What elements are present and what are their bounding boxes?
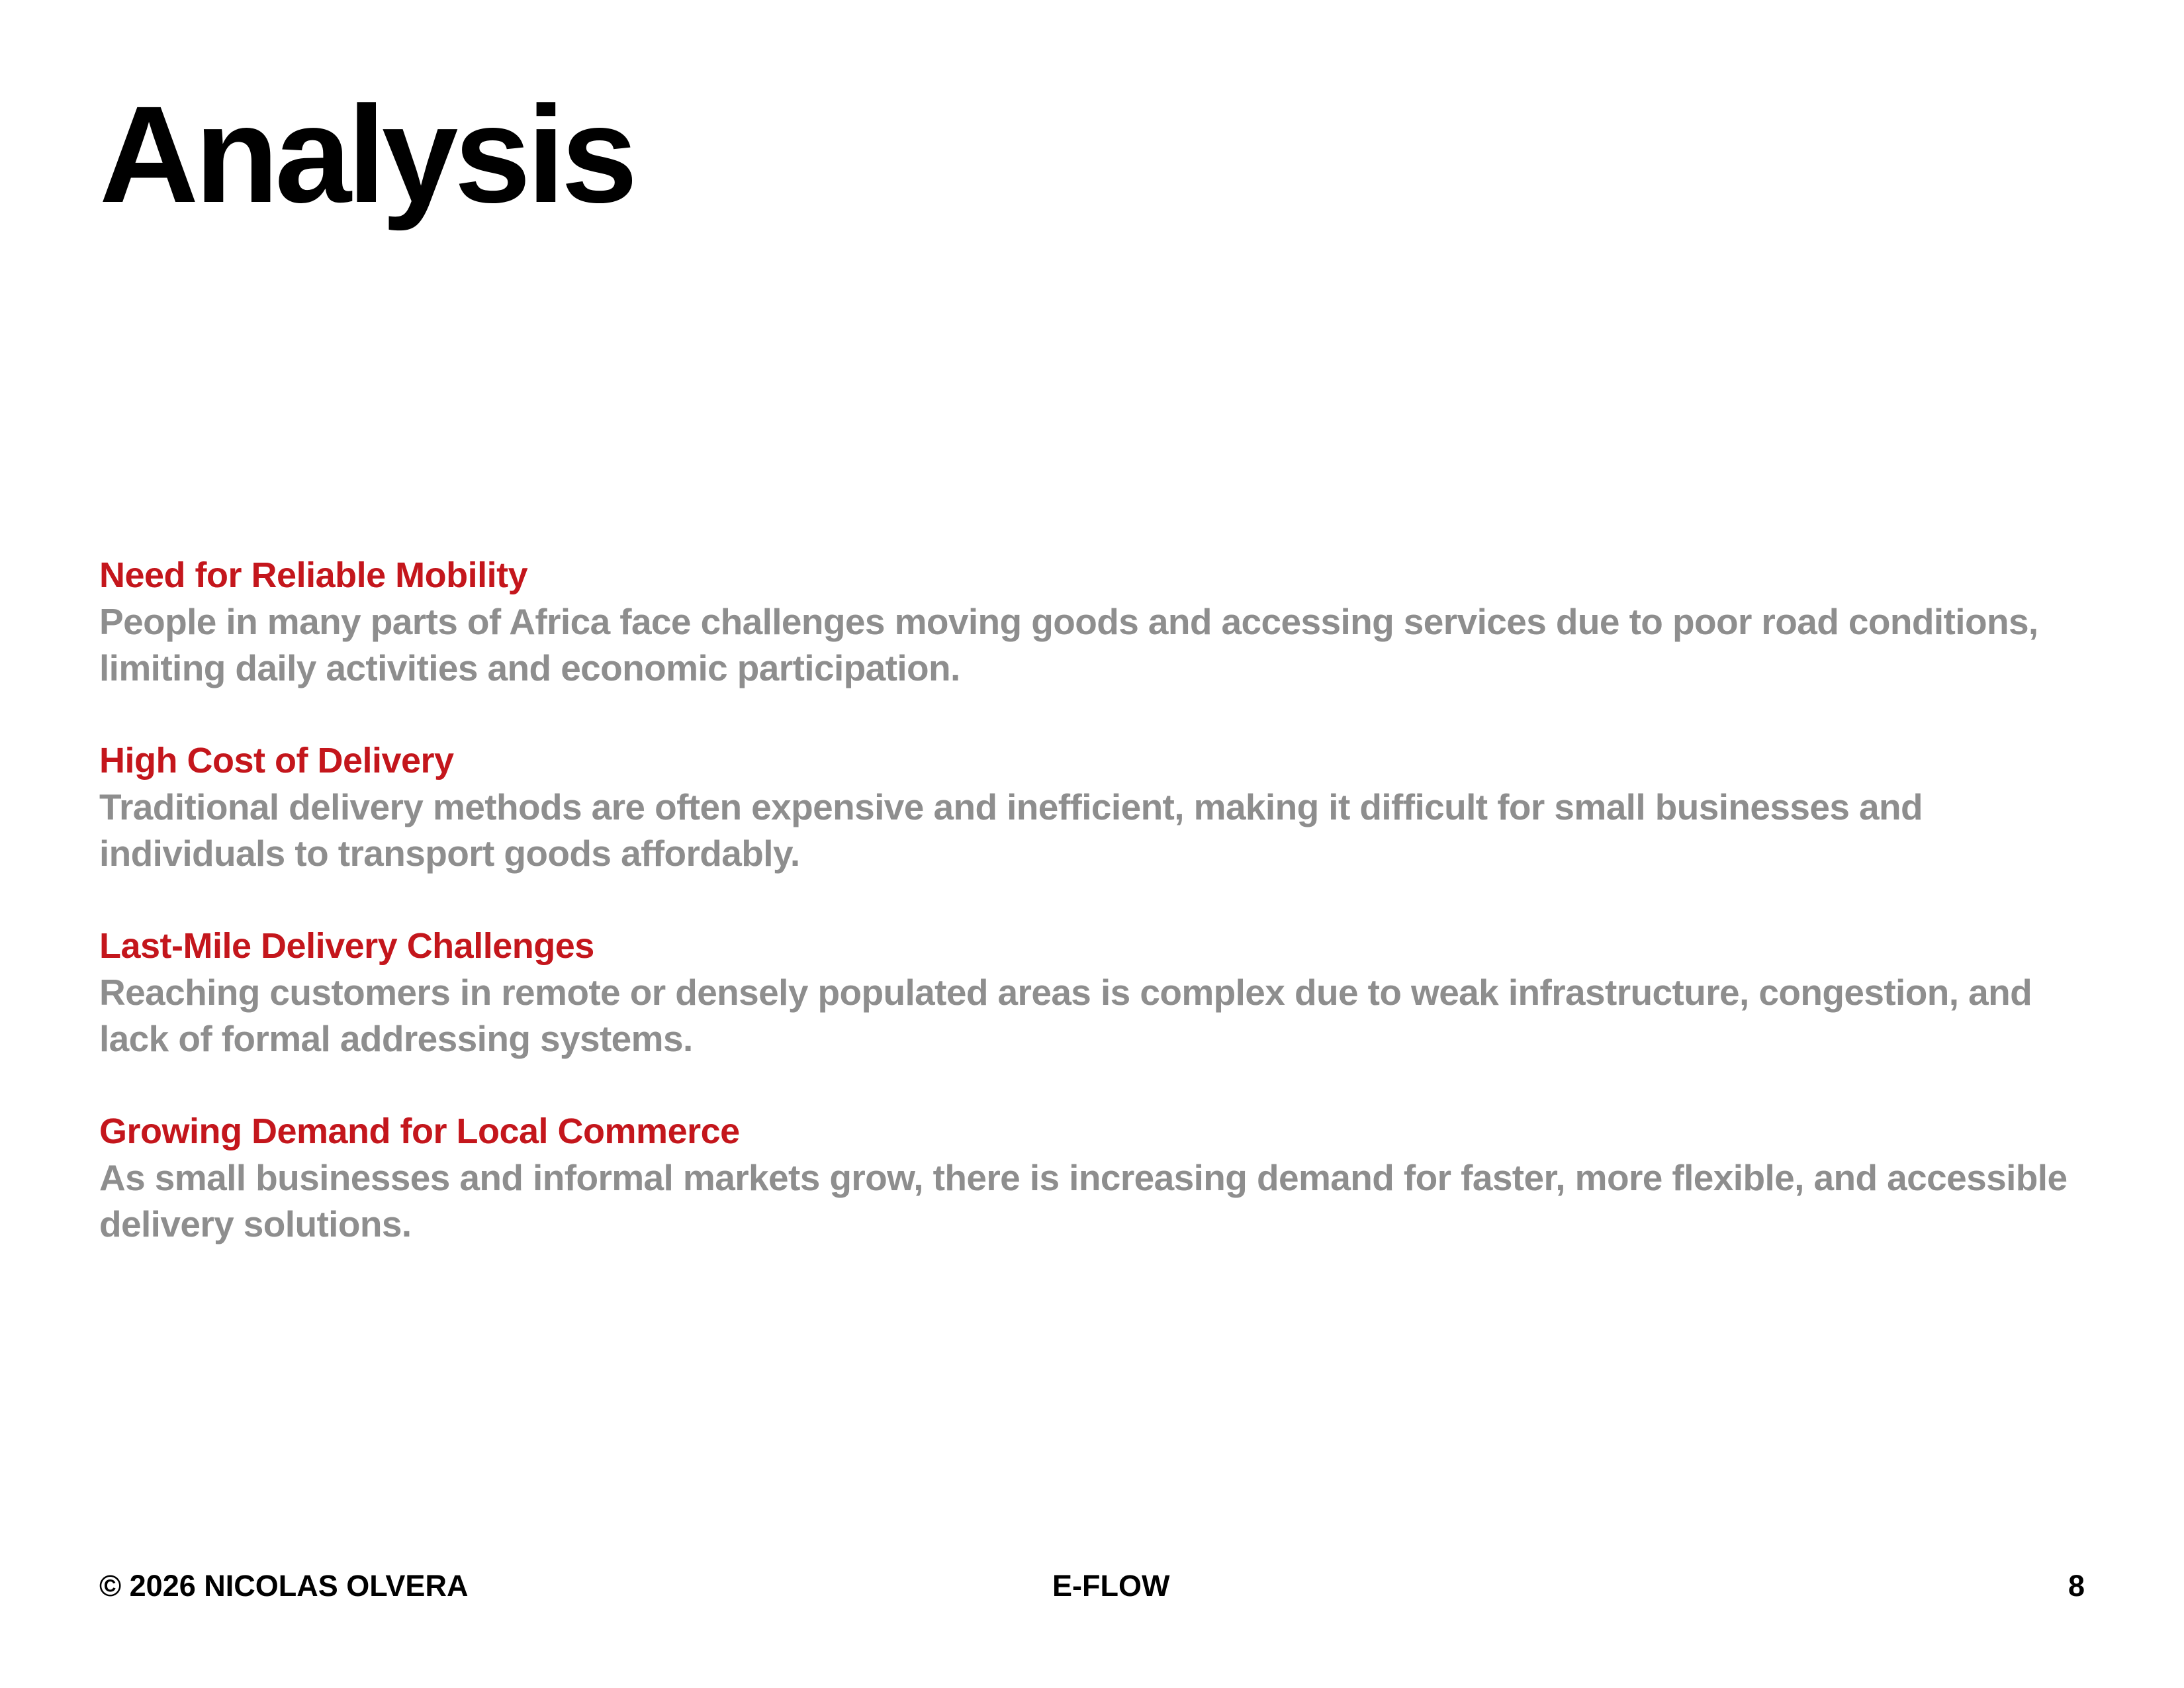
footer-brand: E-FLOW xyxy=(1052,1569,1170,1603)
analysis-section xyxy=(99,1108,2105,1247)
analysis-section xyxy=(99,737,2105,876)
analysis-section xyxy=(99,552,2105,691)
page-footer xyxy=(99,1566,2085,1606)
section-body: Reaching customers in remote or densely populated areas is complex due to weak infrastructure, congestion, and lack of formal addressing systems. xyxy=(99,972,2032,1059)
section-heading: Last-Mile Delivery Challenges xyxy=(99,926,594,966)
section-heading: High Cost of Delivery xyxy=(99,741,454,780)
section-heading: Growing Demand for Local Commerce xyxy=(99,1111,740,1151)
footer-page-number: 8 xyxy=(2068,1569,2085,1603)
section-heading: Need for Reliable Mobility xyxy=(99,555,528,595)
section-body: As small businesses and informal markets grow, there is increasing demand for faster, more flexible, and accessible delivery solutions. xyxy=(99,1157,2068,1244)
section-body: Traditional delivery methods are often expensive and inefficient, making it difficult for small businesses and individuals to transport goods affordably. xyxy=(99,786,1923,874)
section-body: People in many parts of Africa face challenges moving goods and accessing services due to poor road conditions, limiting daily activities and economic participation. xyxy=(99,601,2038,688)
page-title: Analysis xyxy=(99,78,634,232)
footer-copyright: © 2026 NICOLAS OLVERA xyxy=(99,1569,469,1603)
analysis-sections xyxy=(99,552,2105,1293)
analysis-section xyxy=(99,923,2105,1062)
